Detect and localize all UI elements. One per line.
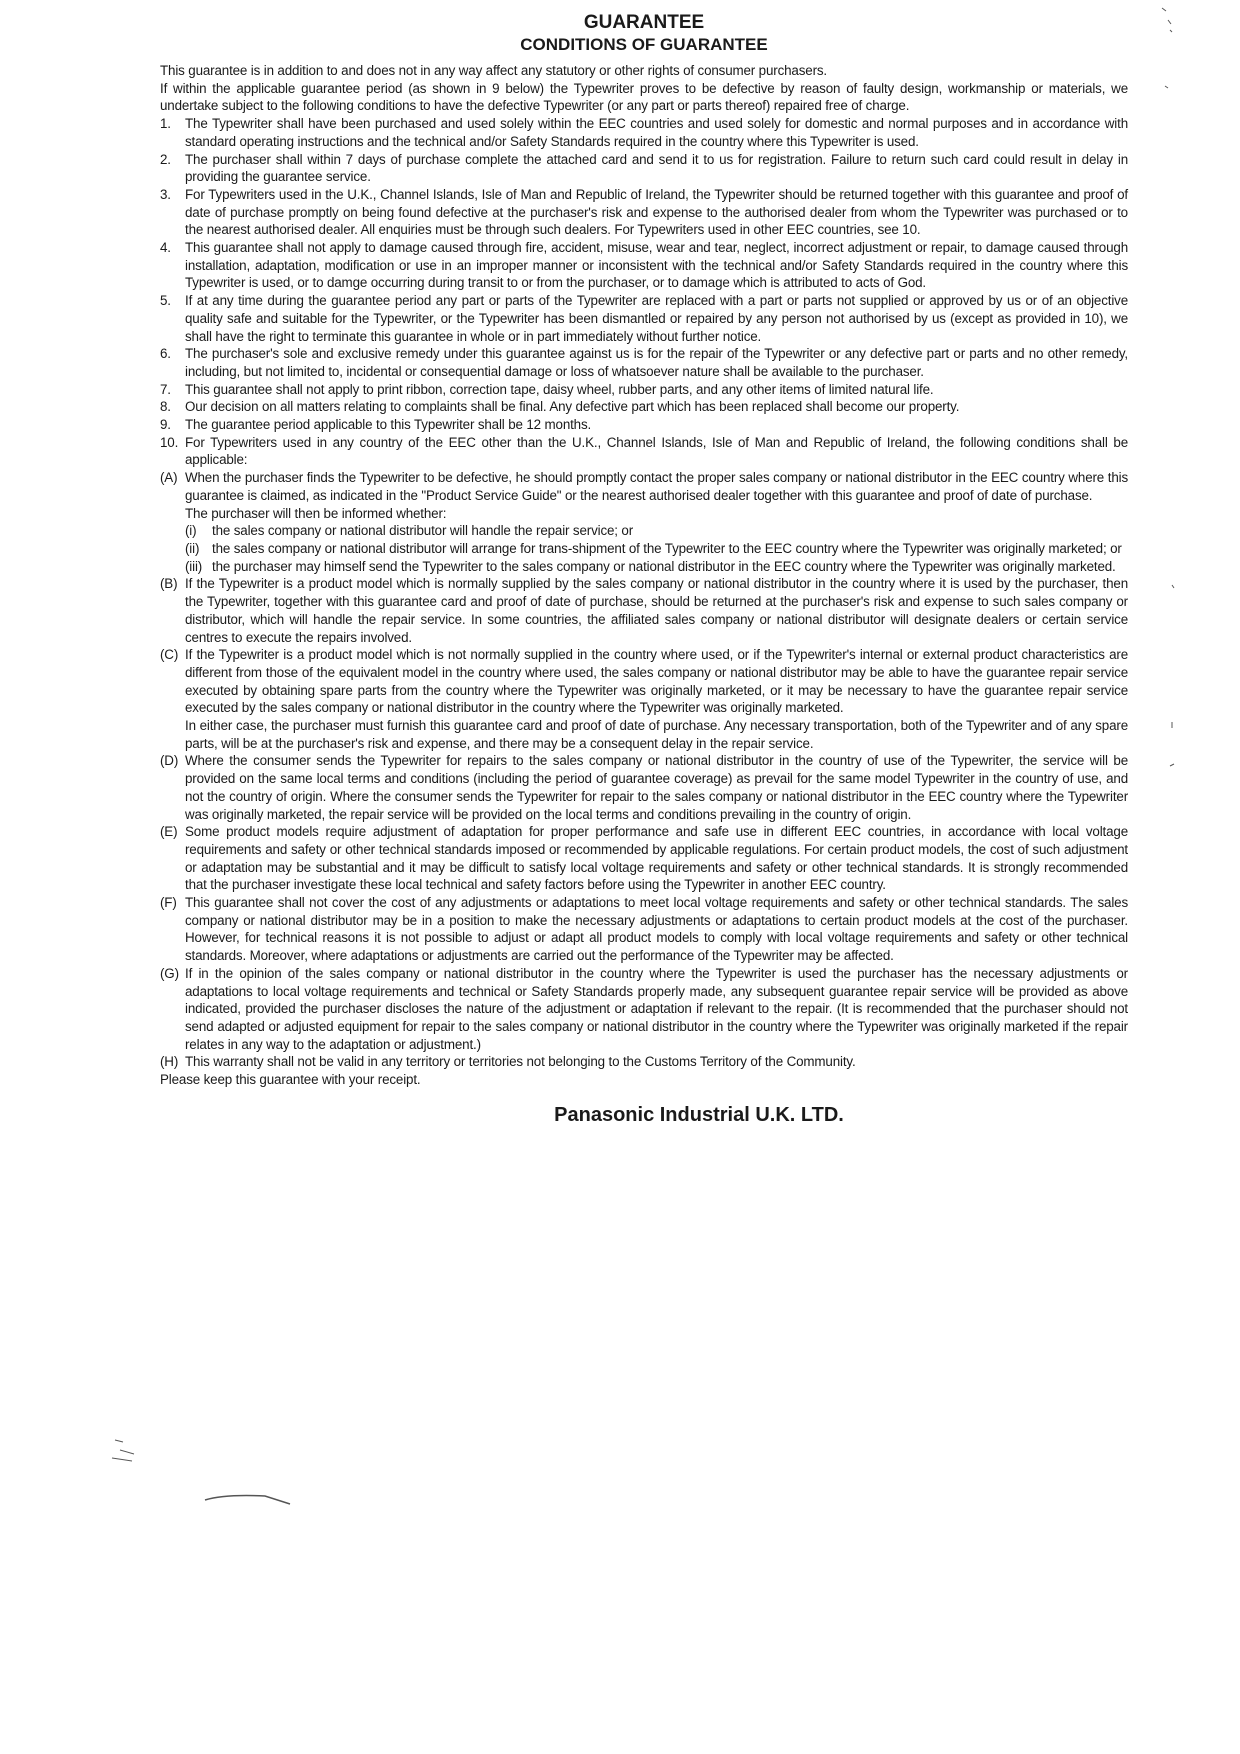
clause-a xyxy=(160,469,1128,504)
condition-text: For Typewriters used in the U.K., Channel Islands, Isle of Man and Republic of Ireland, the Typewriter should be returned together with this guarantee and proof of date of purchase promptly on being found defective at the purchaser's risk and expense to the authorised dealer from whom the Typewriter was purchased or to the nearest authorised dealer. All enquiries must be through such dealers. For Typewriters used in other EEC countries, see 10. xyxy=(185,186,1128,238)
clause-text: Where the consumer sends the Typewriter for repairs to the sales company or national distributor in the country of use of the Typewriter, the service will be provided on the same local terms and conditions (including the period of guarantee coverage) as prevail for the same model Typewriter in the country of use, and not the country of origin. Where the consumer sends the Typewriter for repair to the sales company or national distributor in the EEC country where the Typewriter was originally marketed, the repair service will be provided on the local terms and conditions prevailing in the country of origin. xyxy=(185,753,1128,822)
condition-text: The purchaser shall within 7 days of purchase complete the attached card and send it to us for registration. Failure to return such card could result in delay in providing the guarantee service. xyxy=(185,151,1128,185)
clause-label: (G) xyxy=(160,965,179,981)
condition-text: Our decision on all matters relating to complaints shall be final. Any defective part which has been replaced shall become our property. xyxy=(185,399,960,415)
option-label: (ii) xyxy=(185,540,200,556)
clause-g xyxy=(160,965,1128,1054)
company-name: Panasonic Industrial U.K. LTD. xyxy=(554,1103,844,1126)
bottom-scribble xyxy=(205,1496,290,1505)
corner-speck xyxy=(1162,8,1172,32)
condition-8 xyxy=(160,398,1128,416)
condition-number: 9. xyxy=(160,417,171,433)
condition-2 xyxy=(160,151,1128,186)
clause-label: (B) xyxy=(160,576,178,592)
condition-text: If at any time during the guarantee period any part or parts of the Typewriter are replaced with a part or parts not supplied or approved by us or of an objective quality safe and suitable for the Typewriter, or the Typewriter has been dismantled or repaired by any person not authorised by us (except as provided in 10), we shall have the right to terminate this guarantee in whole or in part immediately without further notice. xyxy=(185,293,1128,344)
clause-text: If the Typewriter is a product model which is not normally supplied in the country where used, or if the Typewriter's internal or external product characteristics are different from those of the equivalent model in the country where used, the sales company or national distributor may be able to have the guarantee repair service executed by obtaining spare parts from the country where the Typewriter was originally marketed, or it may be necessary to have the guarantee repair service executed by the sales company or national distributor in the country where the Typewriter was originally marketed. xyxy=(185,647,1128,716)
condition-10 xyxy=(160,434,1128,469)
clause-text: If in the opinion of the sales company or national distributor in the country where the Typewriter is used the purchaser has the necessary adjustments or adaptations to local voltage requirements and technical or Safety Standards properly made, any subsequent guarantee repair service will be provided as above indicated, provided the purchaser discloses the nature of the adjustment or adaptation if relevant to the repair. (It is recommended that the purchaser should not send adapted or adjusted equipment for repair to the sales company or national distributor in the country where the Typewriter was originally marketed if the repair relates in any way to the adaptation or adjustment.) xyxy=(185,965,1128,1052)
right-dots xyxy=(1165,86,1174,588)
condition-number: 2. xyxy=(160,151,171,167)
clause-d xyxy=(160,752,1128,823)
document-body xyxy=(160,62,1128,1089)
clause-text: This warranty shall not be valid in any territory or territories not belonging to the Customs Territory of the Community. xyxy=(185,1054,856,1070)
condition-text: The guarantee period applicable to this Typewriter shall be 12 months. xyxy=(185,417,592,433)
option-label: (iii) xyxy=(185,558,203,574)
condition-text: The Typewriter shall have been purchased and used solely within the EEC countries and used solely for domestic and normal purposes and in accordance with standard operating instructions and the technical and/or Safety Standards required in the country where this Typewriter is used. xyxy=(185,116,1128,149)
clause-label: (A) xyxy=(160,470,178,486)
clause-c xyxy=(160,646,1128,717)
right-speck xyxy=(1170,722,1174,766)
condition-text: The purchaser's sole and exclusive remedy under this guarantee against us is for the repair of the Typewriter or any defective part or parts and no other remedy, including, but not limited to, incidental or consequential damage or loss of whatsoever nature shall be available to the purchaser. xyxy=(185,346,1128,379)
condition-text: This guarantee shall not apply to print ribbon, correction tape, daisy wheel, rubber parts, and any other items of limited natural life. xyxy=(185,381,934,397)
closing-note: Please keep this guarantee with your receipt. xyxy=(160,1072,421,1088)
clause-text: Some product models require adjustment of adaptation for proper performance and safe use in different EEC countries, in accordance with local voltage requirements and safety or other technical standards imposed or recommended by applicable regulations. For certain product models, the cost of such adjustment or adaptation may be substantial and it may be difficult to satisfy local voltage requirements and safety or other technical standards. It is strongly recommended that the purchaser investigate these local technical and safety factors before using the Typewriter in another EEC country. xyxy=(185,824,1128,893)
intro-statutory: This guarantee is in addition to and does not in any way affect any statutory or other rights of consumer purchasers. xyxy=(160,63,827,78)
condition-6 xyxy=(160,345,1128,380)
condition-7 xyxy=(160,381,1128,399)
condition-5 xyxy=(160,292,1128,345)
clause-a-option-iii xyxy=(160,558,1128,576)
clause-h xyxy=(160,1053,1128,1071)
condition-number: 8. xyxy=(160,399,171,415)
condition-number: 6. xyxy=(160,346,171,362)
option-text: the purchaser may himself send the Typewriter to the sales company or national distributor in the EEC country where the Typewriter was originally marketed. xyxy=(212,558,1116,574)
clause-text: When the purchaser finds the Typewriter to be defective, he should promptly contact the proper sales company or national distributor in the EEC country where this guarantee is claimed, as indicated in the "Product Service Guide" or the nearest authorised dealer together with this guarantee and proof of date of purchase. xyxy=(185,470,1128,503)
clause-a-option-i xyxy=(160,522,1128,540)
condition-text: For Typewriters used in any country of the EEC other than the U.K., Channel Islands, Isle of Man and Republic of Ireland, the following conditions shall be applicable: xyxy=(185,434,1128,468)
clause-label: (E) xyxy=(160,824,178,840)
condition-number: 4. xyxy=(160,240,171,256)
clause-label: (D) xyxy=(160,753,179,769)
condition-4 xyxy=(160,239,1128,292)
clause-text: If the Typewriter is a product model which is normally supplied by the sales company or national distributor in the country where it is used by the purchaser, then the Typewriter, together with this guarantee card and proof of date of purchase, should be returned at the purchaser's risk and expense to such sales company or distributor, which will handle the repair service. In some countries, the affiliated sales company or national distributor will designate dealers or certain service centres to execute the repairs involved. xyxy=(185,576,1128,645)
clause-label: (C) xyxy=(160,647,179,663)
clause-e xyxy=(160,823,1128,894)
condition-number: 10. xyxy=(160,434,179,450)
clause-c-extra: In either case, the purchaser must furnish this guarantee card and proof of date of purchase. Any necessary transportation, both of the Typewriter and of any spare parts, will be at the purchaser's risk and expense, and there may be a consequent delay in the repair service. xyxy=(185,718,1128,751)
document-title: GUARANTEE xyxy=(583,12,705,33)
clause-a-option-ii xyxy=(160,540,1128,558)
left-smudge xyxy=(112,1440,134,1461)
option-text: the sales company or national distributor will handle the repair service; or xyxy=(212,523,634,539)
condition-1 xyxy=(160,115,1128,150)
clause-f xyxy=(160,894,1128,965)
condition-text: This guarantee shall not apply to damage caused through fire, accident, misuse, wear and tear, neglect, incorrect adjustment or repair, to damage caused through installation, adaptation, modification or use in an improper manner or inconsistent with the technical and/or Safety Standards required in the country where this Typewriter is used, or to damge occurring during transit to or from the purchaser, or to damage which is attributed to acts of God. xyxy=(185,240,1128,291)
clause-a-informed: The purchaser will then be informed whether: xyxy=(185,505,447,521)
condition-number: 5. xyxy=(160,293,171,309)
condition-9 xyxy=(160,416,1128,434)
clause-label: (F) xyxy=(160,895,177,911)
option-label: (i) xyxy=(185,523,197,539)
option-text: the sales company or national distributor will arrange for trans-shipment of the Typewriter to the EEC country where the Typewriter was originally marketed; or xyxy=(212,540,1122,556)
condition-number: 3. xyxy=(160,186,171,202)
clause-text: This guarantee shall not cover the cost of any adjustments or adaptations to meet local voltage requirements and safety or other technical standards. The sales company or national distributor may be in a position to make the necessary adjustments or adaptations to certain product models at the cost of the purchaser. However, for technical reasons it is not possible to adjust or adapt all product models to comply with local voltage requirements and safety or other technical standards. Moreover, where adaptations or adjustments are carried out the performance of the Typewriter may be affected. xyxy=(185,895,1128,964)
guarantee-document xyxy=(160,12,1128,1127)
clause-label: (H) xyxy=(160,1054,179,1070)
clause-b xyxy=(160,575,1128,646)
document-subtitle: CONDITIONS OF GUARANTEE xyxy=(520,35,768,54)
condition-number: 1. xyxy=(160,116,171,132)
condition-number: 7. xyxy=(160,381,171,397)
condition-3 xyxy=(160,186,1128,239)
intro-undertaking: If within the applicable guarantee period (as shown in 9 below) the Typewriter proves to be defective by reason of faulty design, workmanship or materials, we undertake subject to the following conditions to have the defective Typewriter (or any part or parts thereof) repaired free of charge. xyxy=(160,80,1128,114)
